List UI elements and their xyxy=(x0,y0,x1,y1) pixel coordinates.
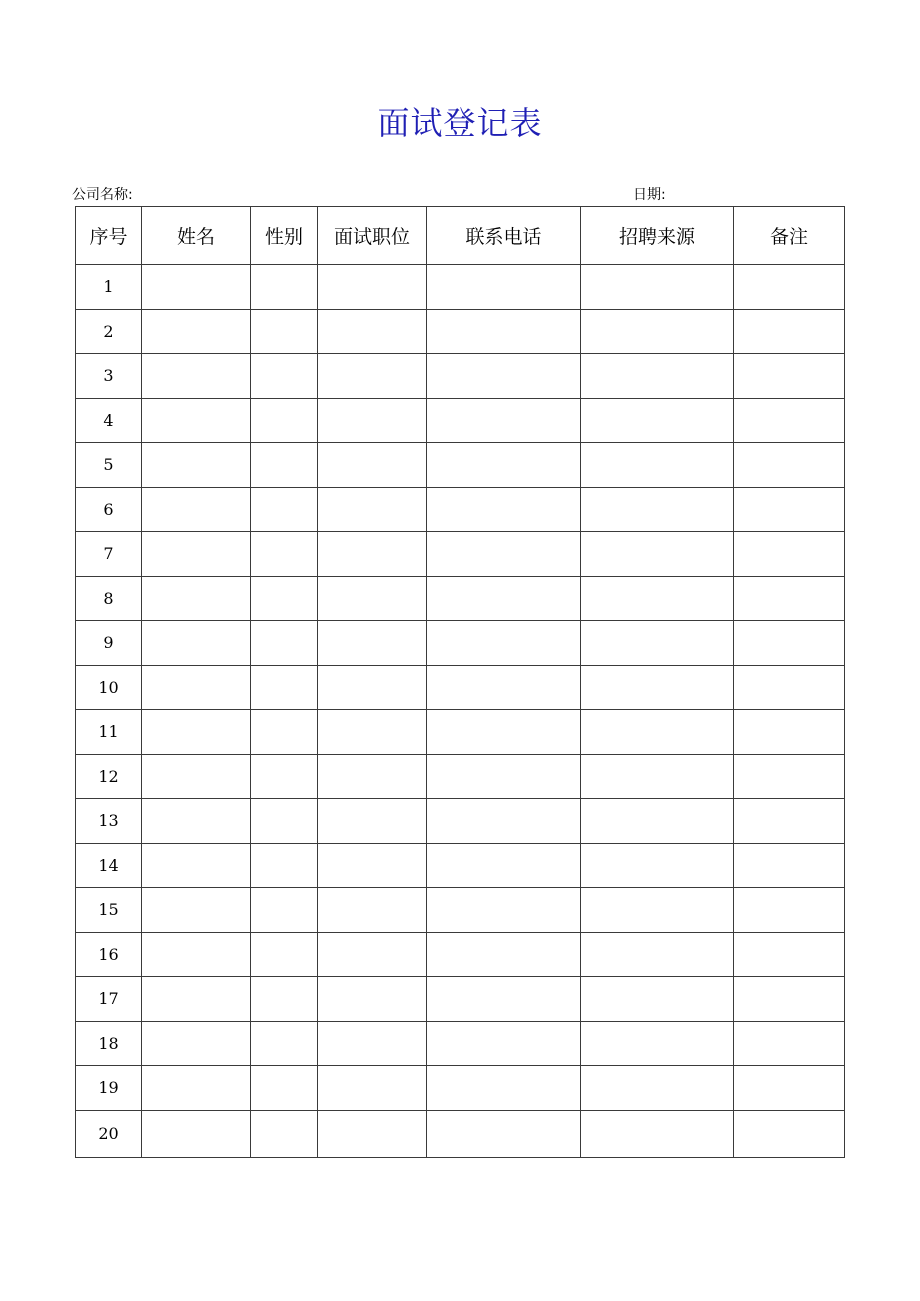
table-row xyxy=(76,621,845,666)
remarks-cell[interactable] xyxy=(734,532,845,577)
phone-cell[interactable] xyxy=(427,1066,581,1111)
row-index-cell: 9 xyxy=(76,621,142,666)
remarks-cell[interactable] xyxy=(734,888,845,933)
phone-cell[interactable] xyxy=(427,932,581,977)
phone-cell[interactable] xyxy=(427,443,581,488)
name-cell[interactable] xyxy=(142,1021,251,1066)
source-cell[interactable] xyxy=(581,1066,734,1111)
gender-cell[interactable] xyxy=(251,265,318,310)
header-phone: 联系电话 xyxy=(427,207,581,265)
table-row xyxy=(76,1066,845,1111)
source-cell[interactable] xyxy=(581,443,734,488)
header-gender: 性别 xyxy=(251,207,318,265)
name-cell[interactable] xyxy=(142,1110,251,1157)
name-cell[interactable] xyxy=(142,354,251,399)
source-cell[interactable] xyxy=(581,888,734,933)
table-row xyxy=(76,576,845,621)
position-cell[interactable] xyxy=(318,1066,427,1111)
position-cell[interactable] xyxy=(318,1110,427,1157)
remarks-cell[interactable] xyxy=(734,354,845,399)
remarks-cell[interactable] xyxy=(734,665,845,710)
row-index-cell: 14 xyxy=(76,843,142,888)
company-name-label: 公司名称: xyxy=(72,187,133,203)
phone-cell[interactable] xyxy=(427,710,581,755)
phone-cell[interactable] xyxy=(427,799,581,844)
phone-cell[interactable] xyxy=(427,576,581,621)
row-index-cell: 5 xyxy=(76,443,142,488)
phone-cell[interactable] xyxy=(427,265,581,310)
phone-cell[interactable] xyxy=(427,354,581,399)
header-index: 序号 xyxy=(76,207,142,265)
name-cell[interactable] xyxy=(142,665,251,710)
table-row xyxy=(76,487,845,532)
row-index-cell: 19 xyxy=(76,1066,142,1111)
table-row xyxy=(76,843,845,888)
name-cell[interactable] xyxy=(142,398,251,443)
row-index-cell: 11 xyxy=(76,710,142,755)
remarks-cell[interactable] xyxy=(734,265,845,310)
table-row xyxy=(76,309,845,354)
table-row xyxy=(76,1021,845,1066)
position-cell[interactable] xyxy=(318,398,427,443)
position-cell[interactable] xyxy=(318,443,427,488)
name-cell[interactable] xyxy=(142,309,251,354)
row-index-cell: 18 xyxy=(76,1021,142,1066)
name-cell[interactable] xyxy=(142,843,251,888)
gender-cell[interactable] xyxy=(251,443,318,488)
phone-cell[interactable] xyxy=(427,487,581,532)
row-index-cell: 17 xyxy=(76,977,142,1022)
name-cell[interactable] xyxy=(142,977,251,1022)
source-cell[interactable] xyxy=(581,665,734,710)
phone-cell[interactable] xyxy=(427,621,581,666)
row-index-cell: 12 xyxy=(76,754,142,799)
phone-cell[interactable] xyxy=(427,398,581,443)
remarks-cell[interactable] xyxy=(734,754,845,799)
table-row xyxy=(76,1110,845,1157)
row-index-cell: 2 xyxy=(76,309,142,354)
position-cell[interactable] xyxy=(318,932,427,977)
row-index-cell: 16 xyxy=(76,932,142,977)
position-cell[interactable] xyxy=(318,309,427,354)
gender-cell[interactable] xyxy=(251,888,318,933)
remarks-cell[interactable] xyxy=(734,576,845,621)
header-source: 招聘来源 xyxy=(581,207,734,265)
remarks-cell[interactable] xyxy=(734,843,845,888)
row-index-cell: 20 xyxy=(76,1110,142,1157)
phone-cell[interactable] xyxy=(427,843,581,888)
gender-cell[interactable] xyxy=(251,354,318,399)
source-cell[interactable] xyxy=(581,1021,734,1066)
table-row xyxy=(76,799,845,844)
phone-cell[interactable] xyxy=(427,888,581,933)
phone-cell[interactable] xyxy=(427,309,581,354)
table-row xyxy=(76,398,845,443)
source-cell[interactable] xyxy=(581,487,734,532)
position-cell[interactable] xyxy=(318,1021,427,1066)
gender-cell[interactable] xyxy=(251,932,318,977)
name-cell[interactable] xyxy=(142,1066,251,1111)
position-cell[interactable] xyxy=(318,754,427,799)
source-cell[interactable] xyxy=(581,398,734,443)
position-cell[interactable] xyxy=(318,576,427,621)
date-label: 日期: xyxy=(633,187,666,203)
name-cell[interactable] xyxy=(142,932,251,977)
table-header-row xyxy=(76,207,845,265)
source-cell[interactable] xyxy=(581,354,734,399)
position-cell[interactable] xyxy=(318,354,427,399)
name-cell[interactable] xyxy=(142,710,251,755)
source-cell[interactable] xyxy=(581,754,734,799)
row-index-cell: 1 xyxy=(76,265,142,310)
row-index-cell: 8 xyxy=(76,576,142,621)
phone-cell[interactable] xyxy=(427,977,581,1022)
row-index-cell: 7 xyxy=(76,532,142,577)
document-title: 面试登记表 xyxy=(377,104,543,142)
phone-cell[interactable] xyxy=(427,754,581,799)
source-cell[interactable] xyxy=(581,532,734,577)
name-cell[interactable] xyxy=(142,576,251,621)
gender-cell[interactable] xyxy=(251,799,318,844)
remarks-cell[interactable] xyxy=(734,309,845,354)
remarks-cell[interactable] xyxy=(734,443,845,488)
table-row xyxy=(76,888,845,933)
gender-cell[interactable] xyxy=(251,977,318,1022)
source-cell[interactable] xyxy=(581,799,734,844)
table-row xyxy=(76,443,845,488)
table-row xyxy=(76,665,845,710)
source-cell[interactable] xyxy=(581,710,734,755)
remarks-cell[interactable] xyxy=(734,710,845,755)
row-index-cell: 10 xyxy=(76,665,142,710)
remarks-cell[interactable] xyxy=(734,799,845,844)
remarks-cell[interactable] xyxy=(734,487,845,532)
remarks-cell[interactable] xyxy=(734,932,845,977)
source-cell[interactable] xyxy=(581,621,734,666)
position-cell[interactable] xyxy=(318,710,427,755)
table-body xyxy=(76,265,845,1158)
position-cell[interactable] xyxy=(318,977,427,1022)
interview-register-table xyxy=(75,206,845,1158)
position-cell[interactable] xyxy=(318,665,427,710)
position-cell[interactable] xyxy=(318,843,427,888)
table-row xyxy=(76,265,845,310)
source-cell[interactable] xyxy=(581,265,734,310)
table-row xyxy=(76,354,845,399)
phone-cell[interactable] xyxy=(427,1021,581,1066)
name-cell[interactable] xyxy=(142,754,251,799)
header-name: 姓名 xyxy=(142,207,251,265)
name-cell[interactable] xyxy=(142,621,251,666)
source-cell[interactable] xyxy=(581,1110,734,1157)
phone-cell[interactable] xyxy=(427,1110,581,1157)
position-cell[interactable] xyxy=(318,532,427,577)
remarks-cell[interactable] xyxy=(734,398,845,443)
source-cell[interactable] xyxy=(581,843,734,888)
source-cell[interactable] xyxy=(581,977,734,1022)
gender-cell[interactable] xyxy=(251,398,318,443)
table-row xyxy=(76,754,845,799)
position-cell[interactable] xyxy=(318,621,427,666)
gender-cell[interactable] xyxy=(251,754,318,799)
header-remarks: 备注 xyxy=(734,207,845,265)
remarks-cell[interactable] xyxy=(734,1066,845,1111)
table-row xyxy=(76,532,845,577)
gender-cell[interactable] xyxy=(251,1066,318,1111)
gender-cell[interactable] xyxy=(251,1110,318,1157)
gender-cell[interactable] xyxy=(251,576,318,621)
table-row xyxy=(76,977,845,1022)
gender-cell[interactable] xyxy=(251,1021,318,1066)
phone-cell[interactable] xyxy=(427,665,581,710)
remarks-cell[interactable] xyxy=(734,621,845,666)
gender-cell[interactable] xyxy=(251,621,318,666)
row-index-cell: 6 xyxy=(76,487,142,532)
gender-cell[interactable] xyxy=(251,665,318,710)
header-position: 面试职位 xyxy=(318,207,427,265)
phone-cell[interactable] xyxy=(427,532,581,577)
row-index-cell: 13 xyxy=(76,799,142,844)
name-cell[interactable] xyxy=(142,888,251,933)
table-row xyxy=(76,710,845,755)
name-cell[interactable] xyxy=(142,265,251,310)
gender-cell[interactable] xyxy=(251,487,318,532)
gender-cell[interactable] xyxy=(251,843,318,888)
name-cell[interactable] xyxy=(142,532,251,577)
position-cell[interactable] xyxy=(318,487,427,532)
table-row xyxy=(76,932,845,977)
name-cell[interactable] xyxy=(142,799,251,844)
position-cell[interactable] xyxy=(318,799,427,844)
source-cell[interactable] xyxy=(581,309,734,354)
name-cell[interactable] xyxy=(142,487,251,532)
source-cell[interactable] xyxy=(581,932,734,977)
name-cell[interactable] xyxy=(142,443,251,488)
row-index-cell: 15 xyxy=(76,888,142,933)
remarks-cell[interactable] xyxy=(734,1110,845,1157)
position-cell[interactable] xyxy=(318,888,427,933)
row-index-cell: 4 xyxy=(76,398,142,443)
remarks-cell[interactable] xyxy=(734,977,845,1022)
gender-cell[interactable] xyxy=(251,710,318,755)
source-cell[interactable] xyxy=(581,576,734,621)
gender-cell[interactable] xyxy=(251,532,318,577)
remarks-cell[interactable] xyxy=(734,1021,845,1066)
gender-cell[interactable] xyxy=(251,309,318,354)
row-index-cell: 3 xyxy=(76,354,142,399)
position-cell[interactable] xyxy=(318,265,427,310)
